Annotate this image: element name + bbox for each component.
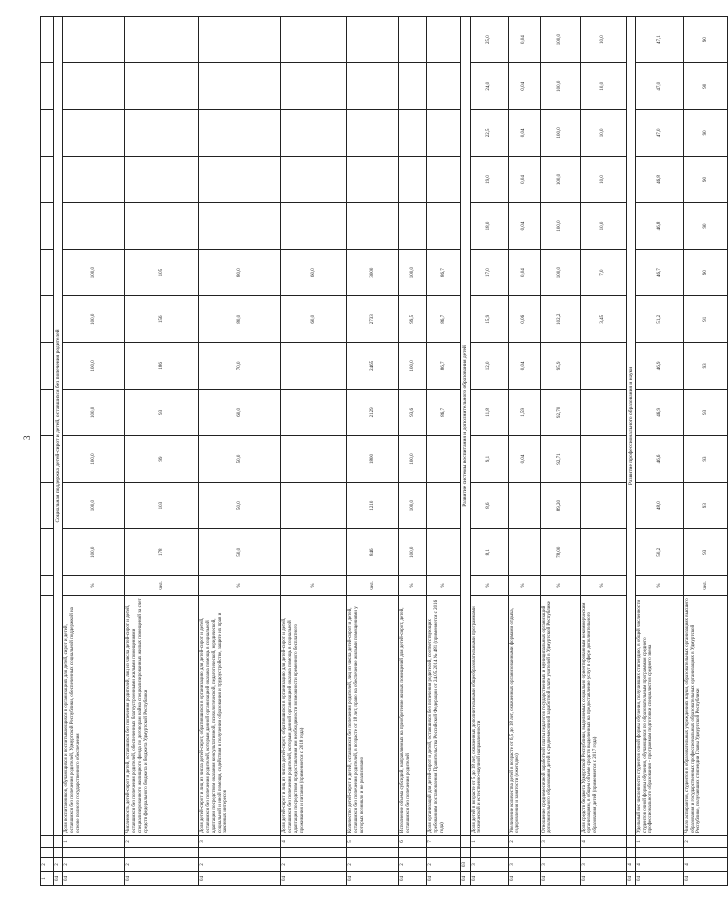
header-cell (41, 836, 54, 848)
unit-cell: % (199, 576, 281, 596)
value-cell: 46,6 (635, 436, 683, 483)
value-cell (199, 110, 281, 157)
code-cell (626, 836, 635, 848)
value-cell (580, 529, 626, 576)
code-cell: 6 (399, 836, 427, 848)
code-cell: 4 (626, 858, 635, 872)
value-cell: 90 (683, 16, 727, 63)
code-cell: 04 (635, 872, 683, 886)
value-cell: 50,2 (635, 529, 683, 576)
value-cell: 50,0 (199, 436, 281, 483)
code-cell: 3 (199, 836, 281, 848)
value-cell: 100,0 (63, 389, 125, 436)
value-cell: 50,0 (199, 482, 281, 529)
unit-cell: % (508, 576, 540, 596)
value-cell: 86,7 (427, 296, 461, 343)
header-cell (41, 249, 54, 296)
code-cell: 04 (54, 872, 63, 886)
value-cell (399, 110, 427, 157)
value-cell: 105 (125, 249, 199, 296)
indicator-name: Отношение среднемесячной заработной платы педагогов государственных и муниципальных организаций дополнительного образования детей к среднемесячной заработной плате учителей в Удмуртской Республике (540, 596, 580, 836)
value-cell: 2465 (347, 343, 399, 390)
value-cell (281, 436, 347, 483)
code-cell: 3 (540, 836, 580, 848)
code-cell (399, 848, 427, 858)
header-cell (41, 110, 54, 157)
section-row (461, 16, 470, 885)
code-cell: 04 (626, 872, 635, 886)
header-cell: 1 (41, 872, 54, 886)
value-cell: 10,0 (580, 156, 626, 203)
code-cell: 3 (540, 858, 580, 872)
indicators-table (40, 16, 728, 886)
value-cell (427, 436, 461, 483)
value-cell: 10,0 (580, 63, 626, 110)
value-cell (199, 156, 281, 203)
table-row (281, 16, 347, 885)
value-cell (125, 63, 199, 110)
header-cell (41, 529, 54, 576)
value-cell (427, 156, 461, 203)
unit-cell: % (281, 576, 347, 596)
value-cell: 156 (125, 296, 199, 343)
value-cell: 100,0 (540, 249, 580, 296)
table-row (63, 16, 125, 885)
value-cell (63, 203, 125, 250)
value-cell: 10,0 (580, 110, 626, 157)
code-cell (199, 848, 281, 858)
value-cell: 0,06 (508, 296, 540, 343)
value-cell: 9,1 (470, 436, 508, 483)
value-cell (125, 110, 199, 157)
value-cell: 46,8 (635, 156, 683, 203)
code-cell: 2 (63, 858, 125, 872)
value-cell (427, 63, 461, 110)
table-row (635, 16, 683, 885)
section-title: Развитие профессионального образования и науки (626, 16, 635, 835)
value-cell: 86,7 (427, 343, 461, 390)
value-cell: 17,0 (470, 249, 508, 296)
value-cell (199, 16, 281, 63)
value-cell (199, 203, 281, 250)
code-cell (508, 848, 540, 858)
value-cell (63, 63, 125, 110)
value-cell: 186 (125, 343, 199, 390)
code-cell: 3 (508, 858, 540, 872)
value-cell: 100,0 (540, 16, 580, 63)
indicator-name: Доля организаций для детей-сирот и детей, оставшихся без попечения родителей, соответствующих требованиям постановления Правительства Российской Федерации от 24.05.2014 № 481 (применяется с 2016 года) (427, 596, 461, 836)
header-cell (41, 156, 54, 203)
table-row (199, 16, 281, 885)
value-cell (427, 482, 461, 529)
code-cell: 04 (683, 872, 727, 886)
value-cell: 0,04 (508, 436, 540, 483)
code-cell: 03 (461, 858, 470, 872)
code-cell: 3 (470, 858, 508, 872)
value-cell: 100,0 (399, 343, 427, 390)
indicator-name: Доля детей-сирот и лиц из числа детей-сирот, обратившихся в организацию для детей-сирот и детей, оставшихся без попечения родителей, которым данной организацией оказана помощь в социальной адаптации посредством предоставления им необходимости возможности временного бесплатного проживания и питания (применяется с 2018 года) (281, 596, 347, 836)
value-cell: 100,0 (399, 482, 427, 529)
value-cell: 93 (683, 529, 727, 576)
code-cell: 1 (470, 836, 508, 848)
section-row (626, 16, 635, 885)
code-cell: 04 (461, 872, 470, 886)
code-cell (54, 848, 63, 858)
indicator-name: Количество детей-сирот и детей, оставшихся без попечения родителей, лиц из числа детей-сирот и детей, оставшихся без попечения родителей, в возрасте от 18 лет, право на обеспечение жилыми помещениями у которых возникло и не реализовано (347, 596, 399, 836)
indicator-name: Увеличение количества детей в возрасте от 6,5 до 18 лет, охваченных организованными формами отдыха, оздоровления и занятости (ежегодно) (508, 596, 540, 836)
value-cell: 89,20 (540, 482, 580, 529)
value-cell: 86,7 (427, 389, 461, 436)
value-cell (399, 63, 427, 110)
value-cell (347, 16, 399, 63)
code-cell: 04 (540, 872, 580, 886)
code-cell: 5 (347, 836, 399, 848)
value-cell: 0,04 (508, 343, 540, 390)
code-cell: 04 (580, 872, 626, 886)
value-cell: 93 (683, 343, 727, 390)
value-cell (427, 529, 461, 576)
code-cell (461, 848, 470, 858)
value-cell: 100,0 (540, 203, 580, 250)
header-cell (41, 389, 54, 436)
value-cell: 2129 (347, 389, 399, 436)
value-cell: 100,0 (63, 343, 125, 390)
header-cell (41, 436, 54, 483)
code-cell: 2 (199, 858, 281, 872)
code-cell (347, 848, 399, 858)
indicator-name: Доля средств бюджета Удмуртской Республики, выделяемых социально ориентированным некоммерческим организациям, в общем объеме средств выделенных на предоставление услуг в сфере дополнительного образования детей (применяется с 2017 года) (580, 596, 626, 836)
value-cell: 103 (125, 482, 199, 529)
section-row (54, 16, 63, 885)
value-cell: 100,0 (63, 296, 125, 343)
code-cell: 2 (508, 836, 540, 848)
value-cell (580, 436, 626, 483)
value-cell: 102,2 (540, 296, 580, 343)
value-cell (281, 156, 347, 203)
indicator-name: Число аспирантов, студентов в образовательных учреждениях науки, образовательных организациях высшего образования и государственных профессиональных образовательных организациях в Удмуртской Республике, получивших стипендии Главы Удмуртской Республики (683, 596, 727, 836)
header-row (41, 16, 54, 885)
value-cell (399, 203, 427, 250)
value-cell: 11,8 (470, 389, 508, 436)
value-cell: 46,9 (635, 389, 683, 436)
value-cell (63, 16, 125, 63)
value-cell: 93 (125, 389, 199, 436)
indicator-name: Исполнение объема субсидий, направляемых на приобретение жилых помещений для детей-сирот, детей, оставшихся без попечения родителей (399, 596, 427, 836)
value-cell: 12,0 (470, 343, 508, 390)
code-cell (470, 848, 508, 858)
value-cell: 3000 (347, 249, 399, 296)
value-cell: 99 (125, 436, 199, 483)
value-cell: 80,0 (199, 296, 281, 343)
code-cell: 04 (199, 872, 281, 886)
code-cell: 3 (580, 858, 626, 872)
value-cell: 100,0 (540, 156, 580, 203)
header-cell (41, 848, 54, 858)
code-cell (580, 848, 626, 858)
value-cell: 47,0 (635, 110, 683, 157)
value-cell: 48,0 (635, 482, 683, 529)
table-row (427, 16, 461, 885)
value-cell: 93,6 (399, 389, 427, 436)
code-cell: 4 (683, 858, 727, 872)
value-cell: 78,00 (540, 529, 580, 576)
table-row (470, 16, 508, 885)
header-cell (41, 343, 54, 390)
value-cell: 0,04 (508, 203, 540, 250)
value-cell: 93 (683, 482, 727, 529)
value-cell (63, 110, 125, 157)
value-cell (580, 343, 626, 390)
code-cell (63, 848, 125, 858)
header-cell (41, 296, 54, 343)
code-cell: 04 (399, 872, 427, 886)
table-row (508, 16, 540, 885)
value-cell: 24,0 (470, 63, 508, 110)
header-cell (41, 203, 54, 250)
value-cell: 100,0 (63, 249, 125, 296)
value-cell: 1210 (347, 482, 399, 529)
indicator-name: Численность детей-сирот и детей, оставшихся без попечения родителей, лиц из числа детей-сирот и детей, оставшихся без попечения родителей, обеспеченных благоустроенными жилыми помещениями специализированного жилищного фонда по договорам найма специализированных жилых помещений за счет средств федерального бюджета и бюджета Удмуртской Республики (125, 596, 199, 836)
code-cell (635, 848, 683, 858)
value-cell (347, 63, 399, 110)
header-cell: 2 (41, 858, 54, 872)
unit-cell: % (399, 576, 427, 596)
value-cell (125, 16, 199, 63)
code-cell: 2 (54, 858, 63, 872)
value-cell: 93 (683, 436, 727, 483)
code-cell: 04 (125, 872, 199, 886)
value-cell: 100,0 (399, 436, 427, 483)
header-cell (41, 596, 54, 836)
value-cell: 7,0 (580, 249, 626, 296)
value-cell: 100,0 (399, 249, 427, 296)
code-cell: 1 (63, 836, 125, 848)
code-cell: 2 (399, 858, 427, 872)
value-cell: 90 (683, 249, 727, 296)
unit-cell: % (635, 576, 683, 596)
unit-cell: % (63, 576, 125, 596)
value-cell (281, 389, 347, 436)
value-cell: 92,70 (540, 389, 580, 436)
value-cell: 70,0 (199, 343, 281, 390)
header-cell (41, 16, 54, 63)
value-cell: 15,9 (470, 296, 508, 343)
value-cell: 86,7 (427, 249, 461, 296)
value-cell: 100,0 (540, 63, 580, 110)
value-cell: 90 (683, 63, 727, 110)
table-row (399, 16, 427, 885)
value-cell: 1,59 (508, 389, 540, 436)
table-row (125, 16, 199, 885)
code-cell: 2 (281, 858, 347, 872)
value-cell: 0,04 (508, 249, 540, 296)
value-cell: 46,7 (635, 249, 683, 296)
value-cell: 90 (683, 156, 727, 203)
value-cell: 18,0 (470, 203, 508, 250)
value-cell (580, 389, 626, 436)
value-cell (281, 529, 347, 576)
section-title: Социальная поддержка детей-сирот и детей, оставшихся без попечения родителей (54, 16, 63, 835)
section-title: Развитие системы воспитания и дополнительного образования детей (461, 16, 470, 835)
code-cell: 04 (63, 872, 125, 886)
value-cell: 80,0 (199, 249, 281, 296)
header-cell (41, 576, 54, 596)
code-cell (683, 848, 727, 858)
value-cell (281, 110, 347, 157)
value-cell (281, 343, 347, 390)
code-cell: 2 (427, 858, 461, 872)
value-cell: 50,0 (199, 529, 281, 576)
value-cell: 90 (683, 203, 727, 250)
value-cell (427, 110, 461, 157)
table-row (347, 16, 399, 885)
value-cell: 47,1 (635, 16, 683, 63)
value-cell: 22,5 (470, 110, 508, 157)
code-cell: 04 (470, 872, 508, 886)
unit-cell: % (540, 576, 580, 596)
value-cell (399, 16, 427, 63)
value-cell: 100,0 (540, 110, 580, 157)
value-cell (63, 156, 125, 203)
code-cell: 2 (683, 836, 727, 848)
indicator-name: Удельный вес численности студентов очной формы обучения, получивших стипендию, в общей численности студентов очной формы обучения, обучающихся по образовательным программам среднего профессионального образования - программам подготовки специалистов среднего звена (635, 596, 683, 836)
header-cell (41, 482, 54, 529)
code-cell: 2 (125, 858, 199, 872)
value-cell (580, 482, 626, 529)
value-cell: 93 (683, 389, 727, 436)
value-cell: 95,9 (540, 343, 580, 390)
value-cell: 1800 (347, 436, 399, 483)
value-cell: 10,0 (580, 203, 626, 250)
header-cell (41, 63, 54, 110)
value-cell: 0,04 (508, 63, 540, 110)
code-cell: 2 (125, 836, 199, 848)
unit-cell: чел. (347, 576, 399, 596)
value-cell: 846 (347, 529, 399, 576)
code-cell: 4 (580, 836, 626, 848)
page-number: 3 (22, 435, 32, 440)
code-cell: 4 (281, 836, 347, 848)
code-cell: 7 (427, 836, 461, 848)
value-cell (281, 482, 347, 529)
value-cell: 0,04 (508, 16, 540, 63)
value-cell (347, 156, 399, 203)
code-cell (125, 848, 199, 858)
value-cell: 0,04 (508, 156, 540, 203)
unit-cell: % (470, 576, 508, 596)
indicator-name: Доля воспитанников, обучающихся и воспитывающихся в организациях для детей, сирот и детей, оставшихся без попечения родителей, Удмуртской Республики, обеспеченных социальной поддержкой на основе полного государственного обеспечения (63, 596, 125, 836)
unit-cell: чел. (683, 576, 727, 596)
value-cell: 60,0 (199, 389, 281, 436)
value-cell: 92,71 (540, 436, 580, 483)
value-cell (281, 203, 347, 250)
value-cell (281, 63, 347, 110)
code-cell (281, 848, 347, 858)
value-cell: 60,0 (281, 296, 347, 343)
unit-cell: чел. (125, 576, 199, 596)
code-cell: 2 (347, 858, 399, 872)
code-cell: 04 (508, 872, 540, 886)
indicator-name: Доля детей-сирот и лиц из числа детей-сирот, обратившихся в организацию для детей-сирот и детей, оставшихся без попечения родителей, которым данной организацией оказана помощь в социальной адаптации посредством оказания консультативной, психологической, педагогической, юридической, социальной и иной помощи, содействия в получении образования и трудоустройстве, защите их прав и законных интересов (199, 596, 281, 836)
unit-cell: % (580, 576, 626, 596)
value-cell: 19,0 (470, 156, 508, 203)
value-cell (508, 482, 540, 529)
value-cell (125, 156, 199, 203)
value-cell: 46,8 (635, 203, 683, 250)
table-row (540, 16, 580, 885)
value-cell: 10,0 (580, 16, 626, 63)
indicator-name: Доля детей в возрасте от 5 до 18 лет, охваченных дополнительными общеобразовательными программами технической и естественно-научной направленности (470, 596, 508, 836)
value-cell (399, 156, 427, 203)
value-cell: 25,0 (470, 16, 508, 63)
rotated-table-container (40, 16, 708, 886)
code-cell (461, 836, 470, 848)
value-cell (427, 16, 461, 63)
code-cell (626, 848, 635, 858)
value-cell: 100,0 (399, 529, 427, 576)
value-cell (347, 110, 399, 157)
value-cell (125, 203, 199, 250)
value-cell (508, 529, 540, 576)
value-cell: 0,04 (508, 110, 540, 157)
value-cell (199, 63, 281, 110)
table-row (580, 16, 626, 885)
code-cell (427, 848, 461, 858)
value-cell: 46,9 (635, 343, 683, 390)
value-cell: 90 (683, 110, 727, 157)
value-cell: 100,0 (63, 436, 125, 483)
value-cell: 91 (683, 296, 727, 343)
table-row (683, 16, 727, 885)
value-cell (347, 203, 399, 250)
value-cell: 8,6 (470, 482, 508, 529)
value-cell: 178 (125, 529, 199, 576)
code-cell: 04 (347, 872, 399, 886)
value-cell: 47,0 (635, 63, 683, 110)
value-cell: 2733 (347, 296, 399, 343)
code-cell (54, 836, 63, 848)
value-cell: 100,0 (63, 529, 125, 576)
value-cell: 60,0 (281, 249, 347, 296)
value-cell: 100,0 (63, 482, 125, 529)
code-cell: 1 (635, 836, 683, 848)
value-cell: 51,2 (635, 296, 683, 343)
unit-cell: % (427, 576, 461, 596)
value-cell (281, 16, 347, 63)
code-cell: 04 (427, 872, 461, 886)
code-cell (540, 848, 580, 858)
value-cell: 99,5 (399, 296, 427, 343)
value-cell: 3,45 (580, 296, 626, 343)
value-cell (427, 203, 461, 250)
code-cell: 04 (281, 872, 347, 886)
code-cell: 4 (635, 858, 683, 872)
value-cell: 8,1 (470, 529, 508, 576)
